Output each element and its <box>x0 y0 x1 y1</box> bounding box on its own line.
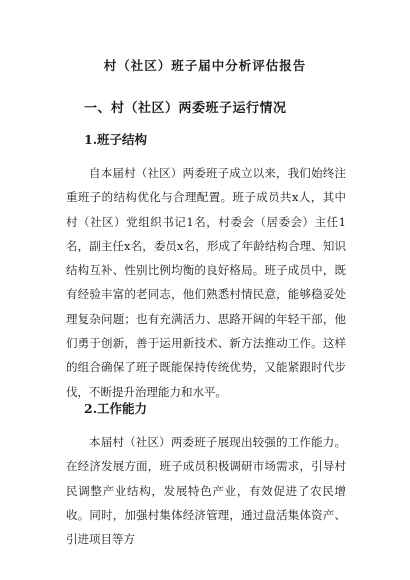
subsection-heading-structure: 1.班子结构 <box>84 132 148 147</box>
paragraph-capability: 本届村（社区）两委班子展现出较强的工作能力。在经济发展方面，班子成员积极调研市场需求，引导村民调整产业结构，发展特色产业，有效促进了农民增收。同时，加强村集体经济管理，通过盘活集体资产、引进项目等方 <box>66 435 346 547</box>
document-title: 村（社区）班子届中分析评估报告 <box>103 58 307 73</box>
subsection-heading-capability: 2.工作能力 <box>84 401 148 416</box>
paragraph-structure: 自本届村（社区）两委班子成立以来，我们始终注重班子的结构优化与合理配置。班子成员共x人，其中村（社区）党组织书记1名，村委会（居委会）主任1名，副主任x名，委员x名，形成了年龄结构合理、知识结构互补、性别比例均衡的良好格局。班子成员中，既有经验丰富的老同志，他们熟悉村情民意，能够稳妥处理复杂问题；也有充满活力、思路开阔的年轻干部，他们勇于创新，善于运用新技术、新方法推动工作。这样的组合确保了班子既能保持传统优势，又能紧跟时代步伐，不断提升治理能力和水平。 <box>66 166 346 399</box>
section-heading: 一、村（社区）两委班子运行情况 <box>84 101 287 116</box>
